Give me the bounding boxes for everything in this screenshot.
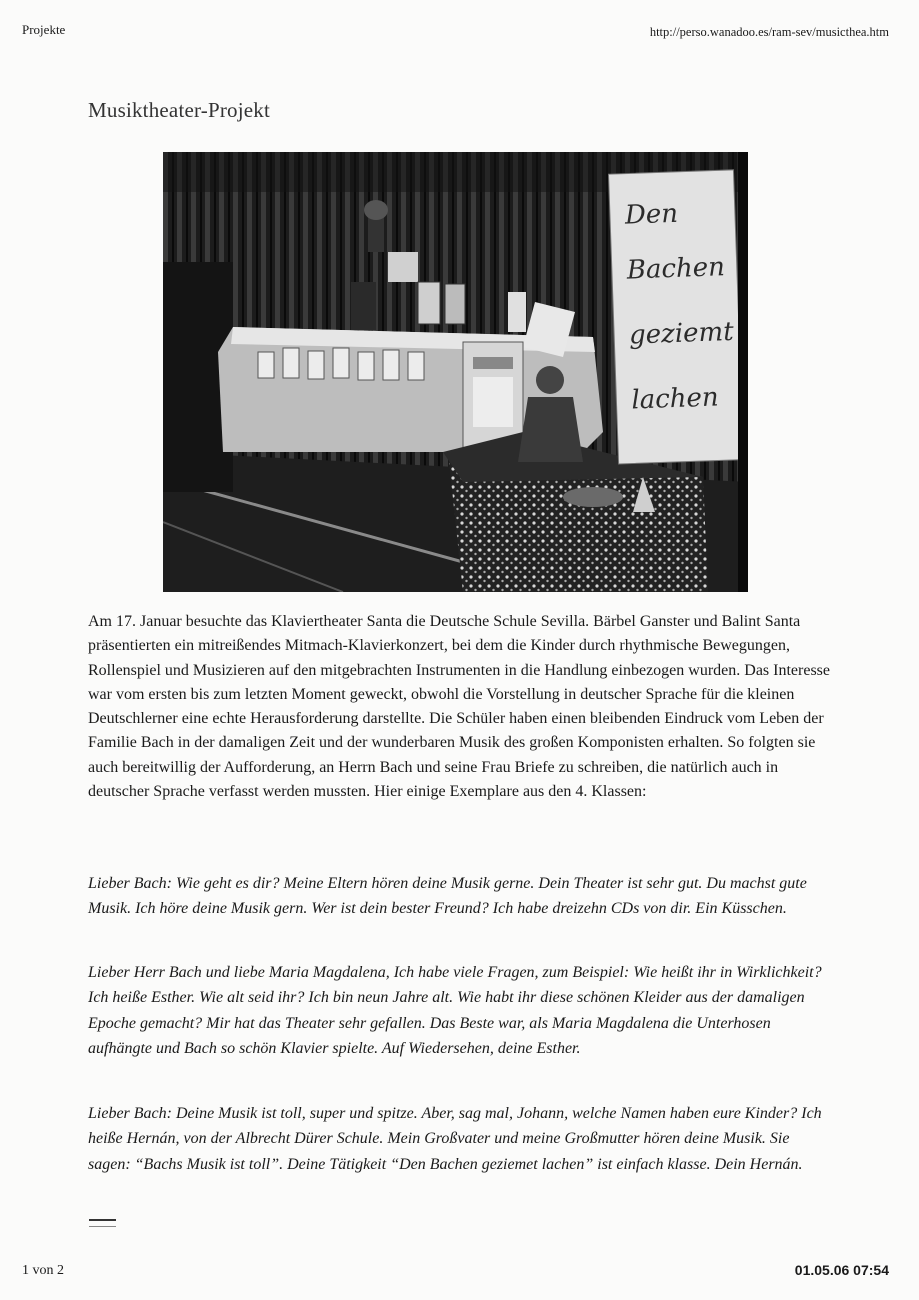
header-url: http://perso.wanadoo.es/ram-sev/musicthea.htm [649,25,889,39]
banner-line-2: Bachen [626,252,726,286]
print-datetime: 01.05.06 07:54 [794,1262,889,1278]
header-section-label: Projekte [22,22,66,37]
letter-2: Lieber Herr Bach und liebe Maria Magdalena, Ich habe viele Fragen, zum Beispiel: Wie heißt ihr in Wirklichkeit? Ich heiße Esther. Wie alt seid ihr? Ich bin neun Jahre alt. Wie habt ihr diese schönen Kleider aus der damaligen Epoche gemacht? Mir hat das Theater sehr gefallen. Das Beste war, als Maria Magdalena die Unterhosen aufhängte und Bach so schön Klavier spielte. Auf Wiedersehen, deine Esther. [88,964,822,1057]
stage-photo [163,152,748,592]
end-mark [89,1219,116,1227]
banner-line-1: Den [624,198,679,231]
stage-photo-drawing [163,152,748,592]
banner-line-4: lachen [630,382,720,416]
banner-line-3: geziemt [628,316,735,351]
letter-3: Lieber Bach: Deine Musik ist toll, super und spitze. Aber, sag mal, Johann, welche Namen haben eure Kinder? Ich heiße Hernán, von der Albrecht Dürer Schule. Mein Großvater und meine Großmutter hören deine Musik. Sie sagen: “Bachs Musik ist toll”. Deine Tätigkeit “Den Bachen geziemet lachen” ist einfach klasse. Dein Hernán. [88,1105,822,1173]
letter-1: Lieber Bach: Wie geht es dir? Meine Eltern hören deine Musik gerne. Dein Theater ist sehr gut. Du machst gute Musik. Ich höre deine Musik gern. Wer ist dein bester Freund? Ich habe dreizehn CDs von dir. Ein Küsschen. [88,875,807,918]
intro-paragraph: Am 17. Januar besuchte das Klaviertheater Santa die Deutsche Schule Sevilla. Bärbel Ganster und Balint Santa präsentierten ein mitreißendes Mitmach-Klavierkonzert, bei dem die Kinder durch rhythmische Bewegungen, Rollenspiel und Musizieren auf den mitgebrachten Instrumenten in die Handlung einbezogen wurden. Das Interesse war vom ersten bis zum letzten Moment geweckt, obwohl die Vorstellung in deutscher Sprache für die kleinen Deutschlerner eine echte Herausforderung darstellte. Die Schüler haben einen bleibenden Eindruck vom Leben der Familie Bach in der damaligen Zeit und der wunderbaren Musik des großen Komponisten erhalten. So folgten sie auch bereitwillig der Aufforderung, an Herrn Bach und seine Frau Briefe zu schreiben, die natürlich auch in deutscher Sprache verfasst werden mussten. Hier einige Exemplare aus den 4. Klassen: [88,613,830,801]
page-number: 1 von 2 [22,1263,64,1278]
page-title: Musiktheater-Projekt [88,98,271,122]
